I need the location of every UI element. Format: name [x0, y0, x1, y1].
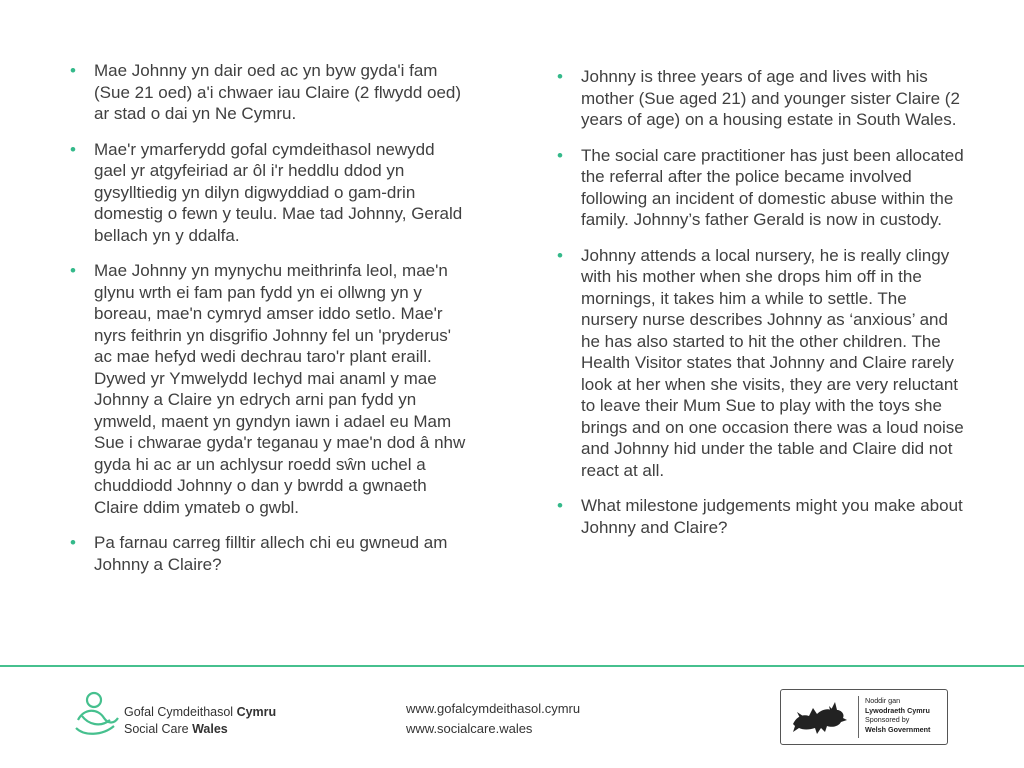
- welsh-column: [70, 60, 470, 589]
- english-bullet-4: • What milestone judgements might you make about Johnny and Claire?: [557, 495, 967, 538]
- sponsor-english-label: Sponsored by: [865, 715, 910, 725]
- english-column: [557, 66, 967, 552]
- url-english-link[interactable]: www.socialcare.wales: [406, 721, 533, 736]
- brand-line-welsh: [124, 704, 276, 721]
- social-care-wales-brand: [74, 690, 294, 740]
- welsh-bullet-1: • Mae Johnny yn dair oed ac yn byw gyda'i fam (Sue 21 oed) a'i chwaer iau Claire (2 flwydd oed) ar stad o dai yn Ne Cymru.: [70, 60, 470, 125]
- english-bullet-3: • Johnny attends a local nursery, he is really clingy with his mother when she drops him off in the mornings, it takes him a while to settle. The nursery nurse describes Johnny as ‘anxious’ and he has also started to hit the other children. The Health Visitor states that Johnny and Claire rarely look at her when she visits, they are very reluctant to leave their Mum Sue to play with the toys she brings and on one occasion there was a loud noise and Johnny hid under the table and Claire did not react at all.: [557, 245, 967, 482]
- footer-urls: [406, 699, 580, 739]
- brand-welsh-prefix: Gofal Cymdeithasol: [124, 705, 237, 719]
- brand-english-bold: Wales: [192, 722, 228, 736]
- welsh-bullet-2: • Mae'r ymarferydd gofal cymdeithasol newydd gael yr atgyfeiriad ar ôl i'r heddlu ddod yn gysylltiedig yn dilyn digwyddiad o gam-drin domestig o fewn y teulu. Mae tad Johnny, Gerald bellach yn y ddalfa.: [70, 139, 470, 247]
- footer-divider: [0, 665, 1024, 667]
- brand-line-english: [124, 721, 276, 738]
- sponsor-welsh-label: Noddir gan: [865, 696, 901, 705]
- badge-divider: [858, 696, 859, 738]
- welsh-bullet-3: • Mae Johnny yn mynychu meithrinfa leol, mae'n glynu wrth ei fam pan fydd yn ei ollwng yn y boreau, mae'n cymryd amser iddo setlo. Mae'r nyrs feithrin yn disgrifio Johnny fel un 'pryderus' ac mae hefyd wedi dechrau taro'r plant eraill. Dywed yr Ymwelydd Iechyd mai anaml y mae Johnny a Claire yn edrych arni pan fydd yn ymweld, maent yn gyndyn iawn i adael eu Mam Sue i chwarae gyda'r teganau y mae'n dod â nhw gyda hi ac ar un achlysur roedd sŵn uchel a chuddiodd Johnny o dan y bwrdd a gwnaeth Claire ddim ymateb o gwbl.: [70, 260, 470, 518]
- welsh-bullet-list: [70, 60, 470, 575]
- welsh-bullet-4: • Pa farnau carreg filltir allech chi eu gwneud am Johnny a Claire?: [70, 532, 470, 575]
- sponsor-english-government: Welsh Government: [865, 724, 931, 734]
- brand-text: [124, 704, 276, 738]
- sponsor-welsh-government: Lywodraeth Cymru: [865, 705, 930, 715]
- welsh-government-badge: [780, 689, 948, 745]
- sponsor-text: [865, 696, 930, 734]
- social-care-wales-logo-icon: [74, 690, 120, 738]
- brand-english-prefix: Social Care: [124, 722, 193, 736]
- url-welsh-link[interactable]: www.gofalcymdeithasol.cymru: [406, 701, 581, 716]
- welsh-dragon-icon: [787, 694, 853, 740]
- english-bullet-1: • Johnny is three years of age and lives with his mother (Sue aged 21) and younger sister Claire (2 years of age) on a housing estate in South Wales.: [557, 66, 967, 131]
- brand-welsh-bold: Cymru: [236, 705, 277, 719]
- english-bullet-list: [557, 66, 967, 538]
- english-bullet-2: • The social care practitioner has just been allocated the referral after the police became involved following an incident of domestic abuse within the family. Johnny’s father Gerald is now in custody.: [557, 145, 967, 231]
